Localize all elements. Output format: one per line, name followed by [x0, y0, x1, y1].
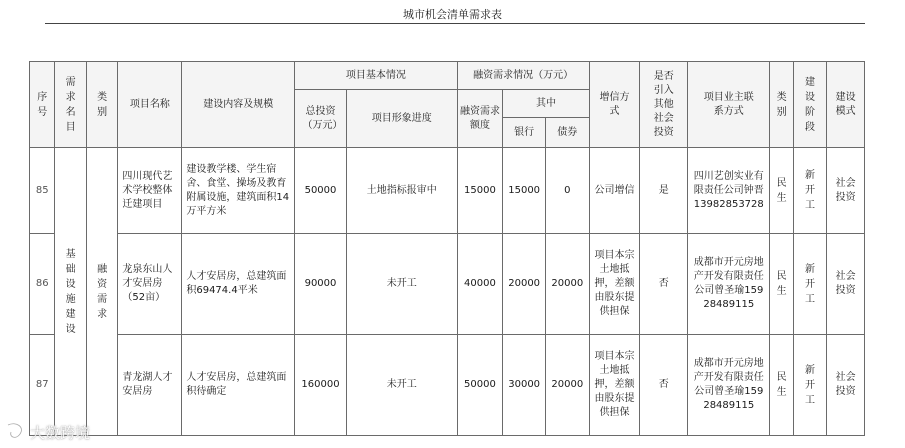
watermark	[4, 421, 90, 443]
row-index: 86	[30, 234, 55, 335]
social-investment: 是	[640, 148, 688, 234]
header-index: 序号	[30, 62, 55, 148]
bond-amount: 20000	[545, 335, 589, 436]
logo-icon	[4, 422, 26, 442]
project-name: 四川现代艺术学校整体迁建项目	[118, 148, 182, 234]
stage: 新开工	[793, 234, 827, 335]
header-financing-amount: 融资需求额度	[457, 90, 503, 148]
bank-amount: 15000	[503, 148, 546, 234]
bond-amount: 0	[545, 148, 589, 234]
header-category: 类别	[86, 62, 117, 148]
row-index: 85	[30, 148, 55, 234]
header-basic-info: 项目基本情况	[295, 62, 458, 90]
bank-amount: 20000	[503, 234, 546, 335]
header-mode: 建设模式	[827, 62, 865, 148]
type: 民生	[770, 148, 793, 234]
header-type: 类别	[770, 62, 793, 148]
owner-contact: 四川艺创实业有限责任公司钟晋13982853728	[688, 148, 770, 234]
project-name: 龙泉东山人才安居房（52亩）	[118, 234, 182, 335]
header-financing-info: 融资需求情况（万元）	[457, 62, 589, 90]
type: 民生	[770, 335, 793, 436]
header-content-scale: 建设内容及规模	[182, 62, 295, 148]
type: 民生	[770, 234, 793, 335]
header-owner-contact: 项目业主联系方式	[688, 62, 770, 148]
content-scale: 人才安居房，总建筑面积待确定	[182, 335, 295, 436]
progress: 未开工	[346, 335, 457, 436]
table-row	[30, 148, 865, 234]
watermark-text: 大数跨境	[30, 423, 91, 442]
stage: 新开工	[793, 148, 827, 234]
social-investment: 否	[640, 335, 688, 436]
table-row	[30, 234, 865, 335]
progress: 土地指标报审中	[346, 148, 457, 234]
mode: 社会投资	[827, 148, 865, 234]
header-bond: 债券	[545, 118, 589, 148]
header-progress: 项目形象进度	[346, 90, 457, 148]
project-name: 青龙湖人才安居房	[118, 335, 182, 436]
total-investment: 50000	[295, 148, 347, 234]
credit-method: 公司增信	[589, 148, 640, 234]
group-demand-name: 基础设施建设	[55, 148, 86, 436]
content-scale: 人才安居房，总建筑面积69474.4平米	[182, 234, 295, 335]
header-social-investment: 是否引入其他社会投资	[640, 62, 688, 148]
mode: 社会投资	[827, 335, 865, 436]
demand-table	[29, 61, 865, 436]
bank-amount: 30000	[503, 335, 546, 436]
credit-method: 项目本宗土地抵押，差额由股东提供担保	[589, 234, 640, 335]
title-divider	[45, 23, 865, 24]
header-of-which: 其中	[503, 90, 589, 118]
header-total-investment: 总投资（万元）	[295, 90, 347, 148]
page-title: 城市机会清单需求表	[403, 8, 502, 21]
financing-amount: 50000	[457, 335, 503, 436]
header-stage: 建设阶段	[793, 62, 827, 148]
group-category: 融资需求	[86, 148, 117, 436]
bond-amount: 20000	[545, 234, 589, 335]
total-investment: 160000	[295, 335, 347, 436]
social-investment: 否	[640, 234, 688, 335]
total-investment: 90000	[295, 234, 347, 335]
header-demand-name: 需求名目	[55, 62, 86, 148]
owner-contact: 成都市开元房地产开发有限责任公司曾圣瑜15928489115	[688, 335, 770, 436]
credit-method: 项目本宗土地抵押，差额由股东提供担保	[589, 335, 640, 436]
header-bank: 银行	[503, 118, 546, 148]
content-scale: 建设教学楼、学生宿舍、食堂、操场及教育附属设施，建筑面积14万平方米	[182, 148, 295, 234]
stage: 新开工	[793, 335, 827, 436]
owner-contact: 成都市开元房地产开发有限责任公司曾圣瑜15928489115	[688, 234, 770, 335]
row-index: 87	[30, 335, 55, 436]
table-row	[30, 335, 865, 436]
mode: 社会投资	[827, 234, 865, 335]
financing-amount: 15000	[457, 148, 503, 234]
header-project-name: 项目名称	[118, 62, 182, 148]
progress: 未开工	[346, 234, 457, 335]
header-credit-method: 增信方式	[589, 62, 640, 148]
financing-amount: 40000	[457, 234, 503, 335]
